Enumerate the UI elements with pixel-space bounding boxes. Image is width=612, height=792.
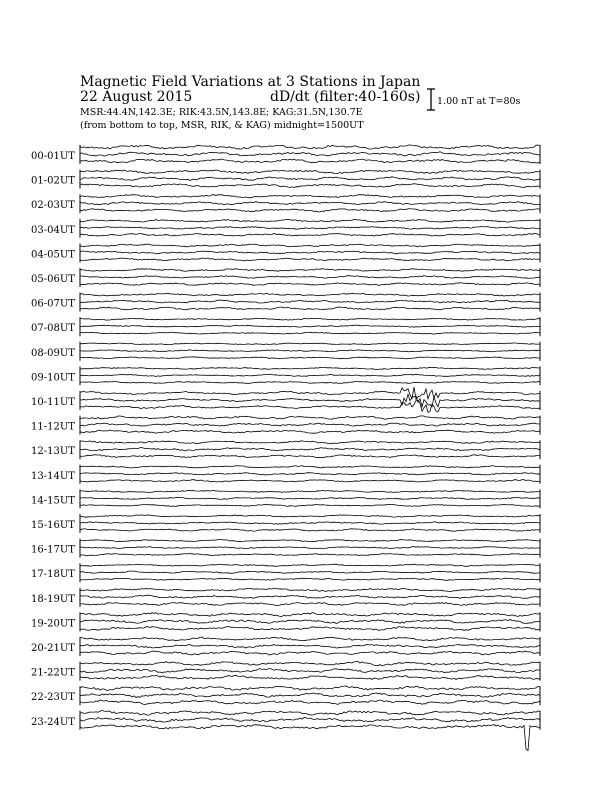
trace-kag (80, 387, 540, 399)
hour-label: 01-02UT (31, 175, 75, 187)
station-coordinates: MSR:44.4N,142.3E; RIK:43.5N,143.8E; KAG:31.5N,130.7E (80, 107, 363, 118)
trace-kag (80, 490, 540, 492)
hour-row-00-01UT (31, 145, 540, 164)
trace-rik (80, 350, 540, 352)
trace-rik (80, 394, 540, 407)
hour-label: 02-03UT (31, 200, 75, 212)
chart-date: 22 August 2015 (80, 89, 193, 105)
trace-kag (80, 662, 540, 666)
hour-label: 16-17UT (31, 544, 75, 556)
chart-quantity: dD/dt (filter:40-160s) (270, 89, 421, 105)
trace-msr (80, 675, 540, 679)
trace-rik (80, 669, 540, 673)
trace-rik (80, 300, 540, 303)
trace-msr (80, 700, 540, 704)
trace-rik (80, 374, 540, 376)
hour-label: 07-08UT (31, 323, 75, 335)
trace-rik (80, 547, 540, 549)
trace-kag (80, 269, 540, 272)
hour-row-17-18UT (31, 563, 540, 582)
hour-label: 12-13UT (31, 446, 75, 458)
trace-kag (80, 637, 540, 641)
hour-row-01-02UT (31, 170, 540, 189)
trace-rik (80, 473, 540, 475)
trace-kag (80, 686, 540, 691)
trace-kag (80, 416, 540, 419)
trace-msr (80, 602, 540, 605)
trace-kag (80, 343, 540, 345)
trace-msr (80, 307, 540, 310)
trace-rik (80, 522, 540, 524)
trace-rik (80, 251, 540, 254)
hour-row-20-21UT (31, 637, 540, 656)
hour-row-15-16UT (31, 514, 540, 533)
chart-title: Magnetic Field Variations at 3 Stations in Japan (80, 74, 421, 90)
trace-kag (80, 466, 540, 468)
hour-label: 23-24UT (31, 716, 75, 728)
trace-kag (80, 515, 540, 517)
trace-msr (80, 258, 540, 261)
hour-label: 13-14UT (31, 470, 75, 482)
hour-label: 04-05UT (31, 249, 75, 261)
trace-msr (80, 332, 540, 334)
hour-row-03-04UT (31, 219, 540, 238)
hour-label: 18-19UT (31, 593, 75, 605)
trace-rik (80, 645, 540, 649)
trace-kag (80, 613, 540, 617)
hour-label: 15-16UT (31, 520, 75, 531)
hour-label: 08-09UT (31, 347, 75, 359)
hour-row-08-09UT (31, 342, 540, 361)
hour-label: 06-07UT (31, 298, 75, 310)
hour-row-05-06UT (31, 268, 540, 287)
trace-kag (80, 441, 540, 444)
trace-msr (80, 529, 540, 532)
trace-kag (80, 367, 540, 369)
hour-label: 14-15UT (31, 495, 75, 507)
trace-rik (80, 226, 540, 229)
hour-row-02-03UT (31, 194, 540, 213)
hour-row-22-23UT (31, 686, 540, 705)
hour-label: 10-11UT (31, 397, 75, 408)
trace-msr (80, 480, 540, 482)
trace-msr (80, 382, 540, 384)
trace-rik (80, 571, 540, 573)
trace-rik (80, 693, 540, 698)
hour-row-16-17UT (31, 539, 540, 558)
trace-rik (80, 595, 540, 598)
trace-rik (80, 276, 540, 279)
trace-rik (80, 152, 540, 156)
trace-kag (80, 540, 540, 542)
trace-rik (80, 497, 540, 499)
hour-label: 09-10UT (31, 372, 75, 384)
trace-msr (80, 455, 540, 458)
trace-kag (80, 170, 540, 174)
trace-kag (80, 244, 540, 247)
trace-msr (80, 159, 540, 163)
trace-msr (80, 578, 540, 580)
hour-row-19-20UT (31, 612, 540, 631)
hour-row-04-05UT (31, 243, 540, 262)
trace-rik (80, 620, 540, 624)
hour-row-14-15UT (31, 489, 540, 508)
trace-rik (80, 717, 540, 722)
trace-rik (80, 448, 540, 451)
hour-row-10-11UT (31, 387, 540, 412)
hour-label: 05-06UT (31, 274, 75, 285)
trace-msr (80, 430, 540, 433)
trace-msr (80, 233, 540, 236)
hour-label: 11-12UT (31, 421, 75, 433)
hour-row-07-08UT (31, 317, 540, 336)
hour-label: 21-22UT (31, 667, 75, 679)
trace-rik (80, 202, 540, 205)
hour-row-09-10UT (31, 366, 540, 385)
trace-rik (80, 423, 540, 426)
trace-msr (80, 651, 540, 655)
hour-rows (31, 145, 540, 751)
trace-msr (80, 357, 540, 359)
hour-row-06-07UT (31, 293, 540, 312)
trace-kag (80, 145, 540, 149)
hour-row-23-24UT (31, 710, 540, 750)
hour-label: 19-20UT (31, 618, 75, 630)
scale-bar (427, 89, 521, 110)
trace-rik (80, 177, 540, 181)
station-order-note: (from bottom to top, MSR, RIK, & KAG) midnight=1500UT (80, 120, 364, 131)
trace-msr (80, 554, 540, 556)
trace-msr (80, 627, 540, 631)
trace-kag (80, 318, 540, 320)
hour-row-13-14UT (31, 465, 540, 484)
trace-msr (80, 209, 540, 212)
trace-msr (80, 401, 540, 413)
trace-kag (80, 710, 540, 715)
scale-bar-label: 1.00 nT at T=80s (437, 96, 521, 107)
trace-kag (80, 219, 540, 222)
hour-row-12-13UT (31, 440, 540, 459)
hour-label: 22-23UT (31, 692, 75, 704)
trace-msr (80, 184, 540, 188)
trace-msr (80, 283, 540, 286)
trace-rik (80, 325, 540, 327)
hour-label: 00-01UT (31, 151, 75, 162)
hour-row-11-12UT (31, 416, 540, 435)
trace-kag (80, 195, 540, 198)
hour-row-18-19UT (31, 588, 540, 607)
trace-kag (80, 588, 540, 591)
trace-kag (80, 564, 540, 566)
trace-msr (80, 504, 540, 506)
hour-label: 03-04UT (31, 224, 75, 236)
hour-label: 20-21UT (31, 643, 75, 654)
trace-msr (80, 725, 540, 751)
hour-row-21-22UT (31, 662, 540, 681)
trace-kag (80, 293, 540, 296)
hour-label: 17-18UT (31, 569, 75, 581)
